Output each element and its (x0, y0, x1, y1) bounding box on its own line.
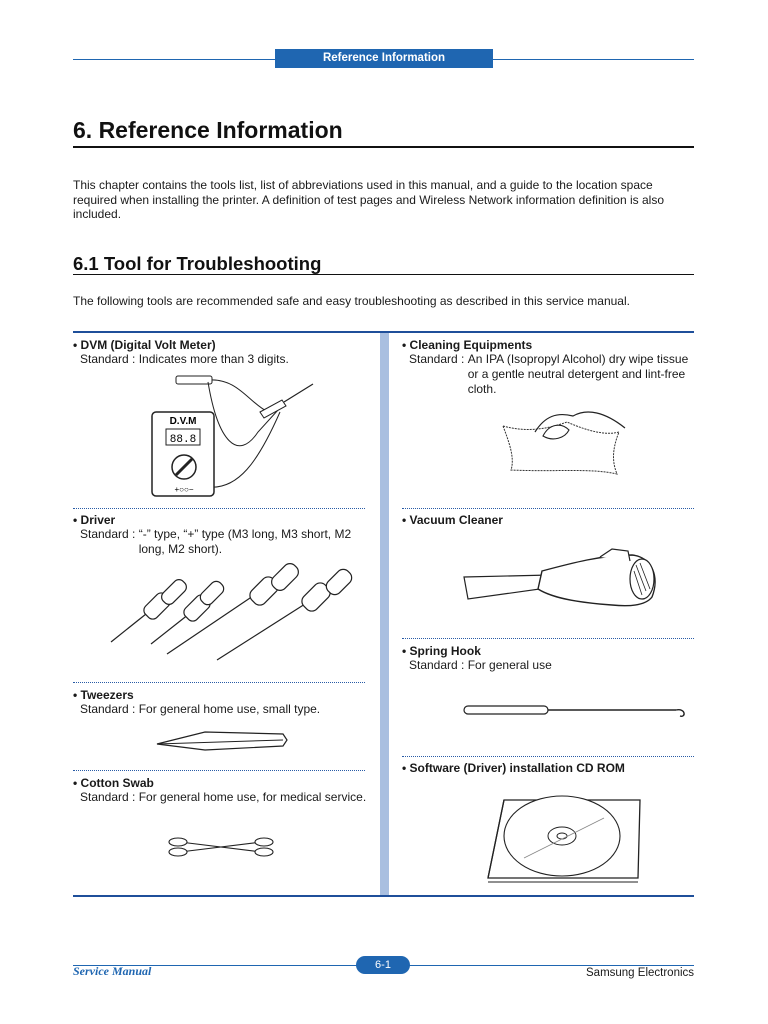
divider-dotted (402, 756, 694, 757)
standard-label: Standard : (80, 702, 139, 716)
section-description: The following tools are recommended safe and easy troubleshooting as described in this service manual. (73, 294, 630, 308)
dvm-illustration (148, 372, 318, 500)
tool-driver-standard (73, 527, 368, 557)
standard-value: For general home use, for medical service. (138, 790, 367, 804)
tool-driver (73, 513, 368, 557)
cotton-swab-illustration (168, 834, 278, 860)
standard-label: Standard : (80, 527, 139, 541)
tool-software-cd-title: • Software (Driver) installation CD ROM (402, 761, 625, 775)
section-title: 6.1 Tool for Troubleshooting (73, 253, 322, 274)
tool-cotton-swab-title: • Cotton Swab (73, 776, 154, 790)
tool-dvm-title: • DVM (Digital Volt Meter) (73, 338, 216, 352)
tool-dvm-standard (73, 352, 368, 367)
standard-label: Standard : (80, 790, 139, 804)
standard-label: Standard : (409, 658, 468, 672)
tool-spring-hook-title: • Spring Hook (402, 644, 481, 658)
tool-software-cd (402, 761, 694, 775)
cd-rom-illustration (484, 798, 644, 884)
standard-value: “-” type, “+” type (M3 long, M3 short, M2 long, M2 short). (138, 527, 352, 556)
footer-manual-label: Service Manual (73, 964, 152, 978)
chapter-title: 6. Reference Information (73, 117, 343, 143)
header-tab: Reference Information (275, 49, 493, 68)
tool-tweezers (73, 688, 368, 717)
standard-value: Indicates more than 3 digits. (138, 352, 289, 366)
tool-cleaning-standard (402, 352, 694, 397)
tool-vacuum (402, 513, 694, 527)
divider-dotted (73, 508, 365, 509)
standard-value: For general home use, small type. (138, 702, 321, 716)
cleaning-cloth-illustration (495, 402, 630, 480)
table-bottom-rule (73, 895, 694, 897)
dvm-display: 88.8 (169, 434, 197, 446)
tool-cleaning-title: • Cleaning Equipments (402, 338, 533, 352)
tool-dvm (73, 338, 368, 367)
tool-vacuum-title: • Vacuum Cleaner (402, 513, 503, 527)
divider-dotted (402, 508, 694, 509)
footer-company: Samsung Electronics (586, 967, 695, 979)
tweezers-illustration (155, 728, 290, 754)
divider-dotted (73, 770, 365, 771)
divider-dotted (73, 682, 365, 683)
vacuum-illustration (462, 547, 662, 609)
table-column-separator (380, 333, 389, 895)
driver-illustration (105, 568, 360, 663)
dvm-dial-marks: +○○− (174, 485, 194, 494)
footer-page-number: 6-1 (356, 956, 410, 974)
divider-dotted (402, 638, 694, 639)
chapter-intro: This chapter contains the tools list, list of abbreviations used in this manual, and a guide to the location space required when installing the printer. A definition of test pages and Wireless Network information definition is also included. (73, 178, 664, 221)
tool-spring-hook (402, 644, 694, 673)
tool-cotton-swab (73, 776, 368, 805)
tool-tweezers-standard (73, 702, 368, 717)
standard-value: For general use (467, 658, 552, 672)
standard-value: An IPA (Isopropyl Alcohol) dry wipe tissue or a gentle neutral detergent and lint-free cloth. (467, 352, 689, 396)
tool-driver-title: • Driver (73, 513, 116, 527)
section-rule (73, 274, 694, 275)
chapter-rule (73, 146, 694, 148)
standard-label: Standard : (409, 352, 468, 366)
tool-tweezers-title: • Tweezers (73, 688, 134, 702)
spring-hook-illustration (462, 700, 692, 722)
dvm-device-label: D.V.M (169, 416, 197, 427)
tool-cotton-swab-standard (73, 790, 368, 805)
tool-cleaning (402, 338, 694, 397)
standard-label: Standard : (80, 352, 139, 366)
tool-spring-hook-standard (402, 658, 694, 673)
